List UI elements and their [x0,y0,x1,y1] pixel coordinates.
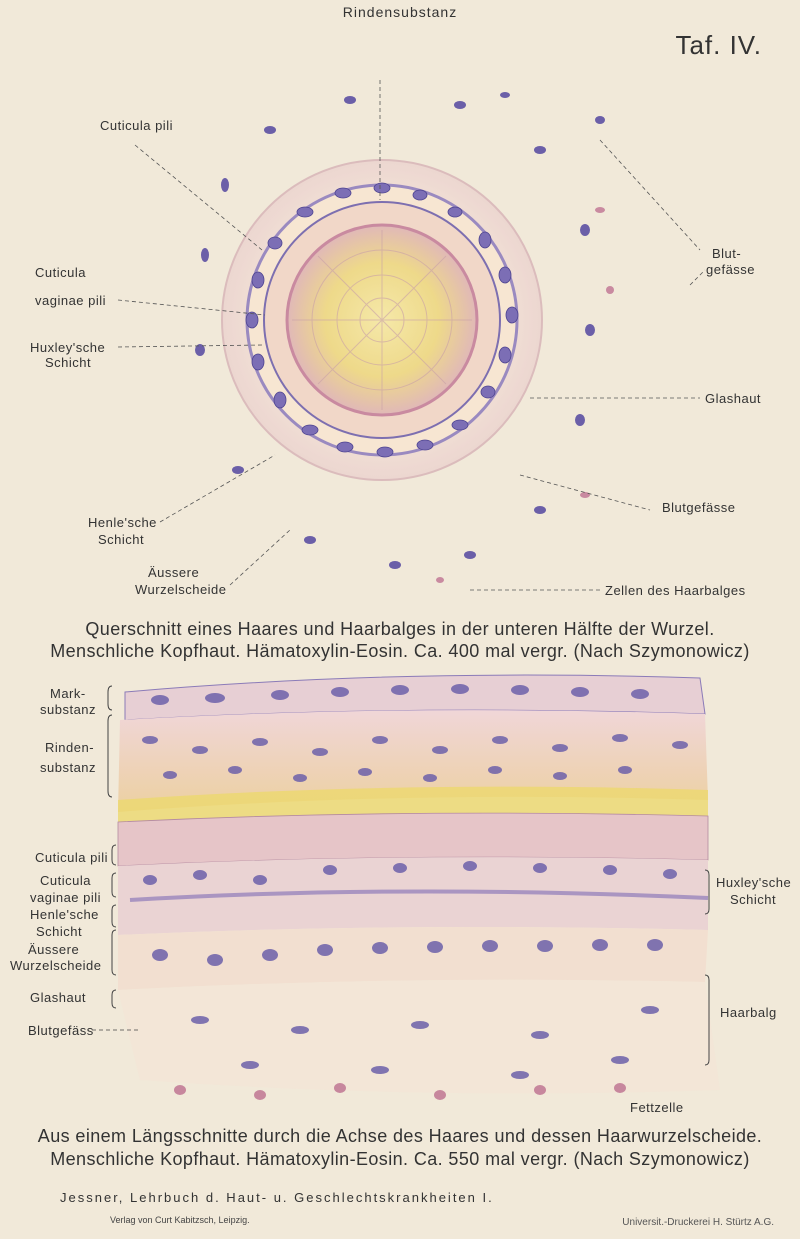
publisher-line: Verlag von Curt Kabitzsch, Leipzig. [110,1215,250,1225]
printer-line: Universit.-Druckerei H. Stürtz A.G. [622,1217,774,1228]
figure1-caption-line2: Menschliche Kopfhaut. Hämatoxylin-Eosin. Ca. 400 mal vergr. (Nach Szymonowicz) [50,641,750,661]
label-glashaut-2: Glashaut [30,990,87,1005]
label-fettzelle: Fettzelle [630,1100,684,1115]
label-henle-2-1: Henle'sche [30,907,99,922]
label-cuticula-vaginae-2-1: Cuticula [40,873,91,888]
label-aeussere-1: Äussere [148,565,200,580]
label-cuticula-vaginae-2-2: vaginae pili [30,890,102,905]
label-mark-2: substanz [40,702,97,717]
label-blutgefaess: Blutgefäss [28,1023,94,1038]
label-henle-1: Henle'sche [88,515,157,530]
figure1-caption-line1: Querschnitt eines Haares und Haarbalges in der unteren Hälfte der Wurzel. [85,619,715,639]
label-mark-1: Mark- [50,686,86,701]
label-cuticula-vaginae-2: vaginae pili [35,293,107,308]
label-glashaut: Glashaut [705,391,762,406]
label-henle-2: Schicht [98,532,145,547]
label-huxley-2: Schicht [45,355,92,370]
label-cuticula-pili-2: Cuticula pili [35,850,108,865]
label-blutgefaesse-top-2: gefässe [706,262,756,277]
label-cuticula-vaginae-1: Cuticula [35,265,86,280]
label-cuticula-pili: Cuticula pili [100,118,173,133]
label-rinden-2: substanz [40,760,97,775]
label-blutgefaesse: Blutgefässe [662,500,736,515]
hair-follicle-band [118,980,720,1094]
top-title: Rindensubstanz [342,4,458,20]
label-huxley-2-1: Huxley'sche [716,875,792,890]
label-aeussere-2: Wurzelscheide [135,582,227,597]
label-zellen-des-haarbalges: Zellen des Haarbalges [605,583,746,598]
label-blutgefaesse-top-1: Blut- [712,246,742,261]
figure2-caption-line2: Menschliche Kopfhaut. Hämatoxylin-Eosin. Ca. 550 mal vergr. (Nach Szymonowicz) [50,1149,750,1169]
plate-number: Taf. IV. [675,30,762,60]
label-aeussere-2-1: Äussere [28,942,80,957]
label-aeussere-2-2: Wurzelscheide [10,958,102,973]
book-reference: Jessner, Lehrbuch d. Haut- u. Geschlechtskrankheiten I. [60,1190,494,1205]
label-huxley-1: Huxley'sche [30,340,106,355]
label-henle-2-2: Schicht [36,924,83,939]
figure2-caption-line1: Aus einem Längsschnitte durch die Achse des Haares und dessen Haarwurzelscheide. [37,1126,763,1146]
label-huxley-2-2: Schicht [730,892,777,907]
label-haarbalg: Haarbalg [720,1005,777,1020]
label-rinden-1: Rinden- [45,740,95,755]
